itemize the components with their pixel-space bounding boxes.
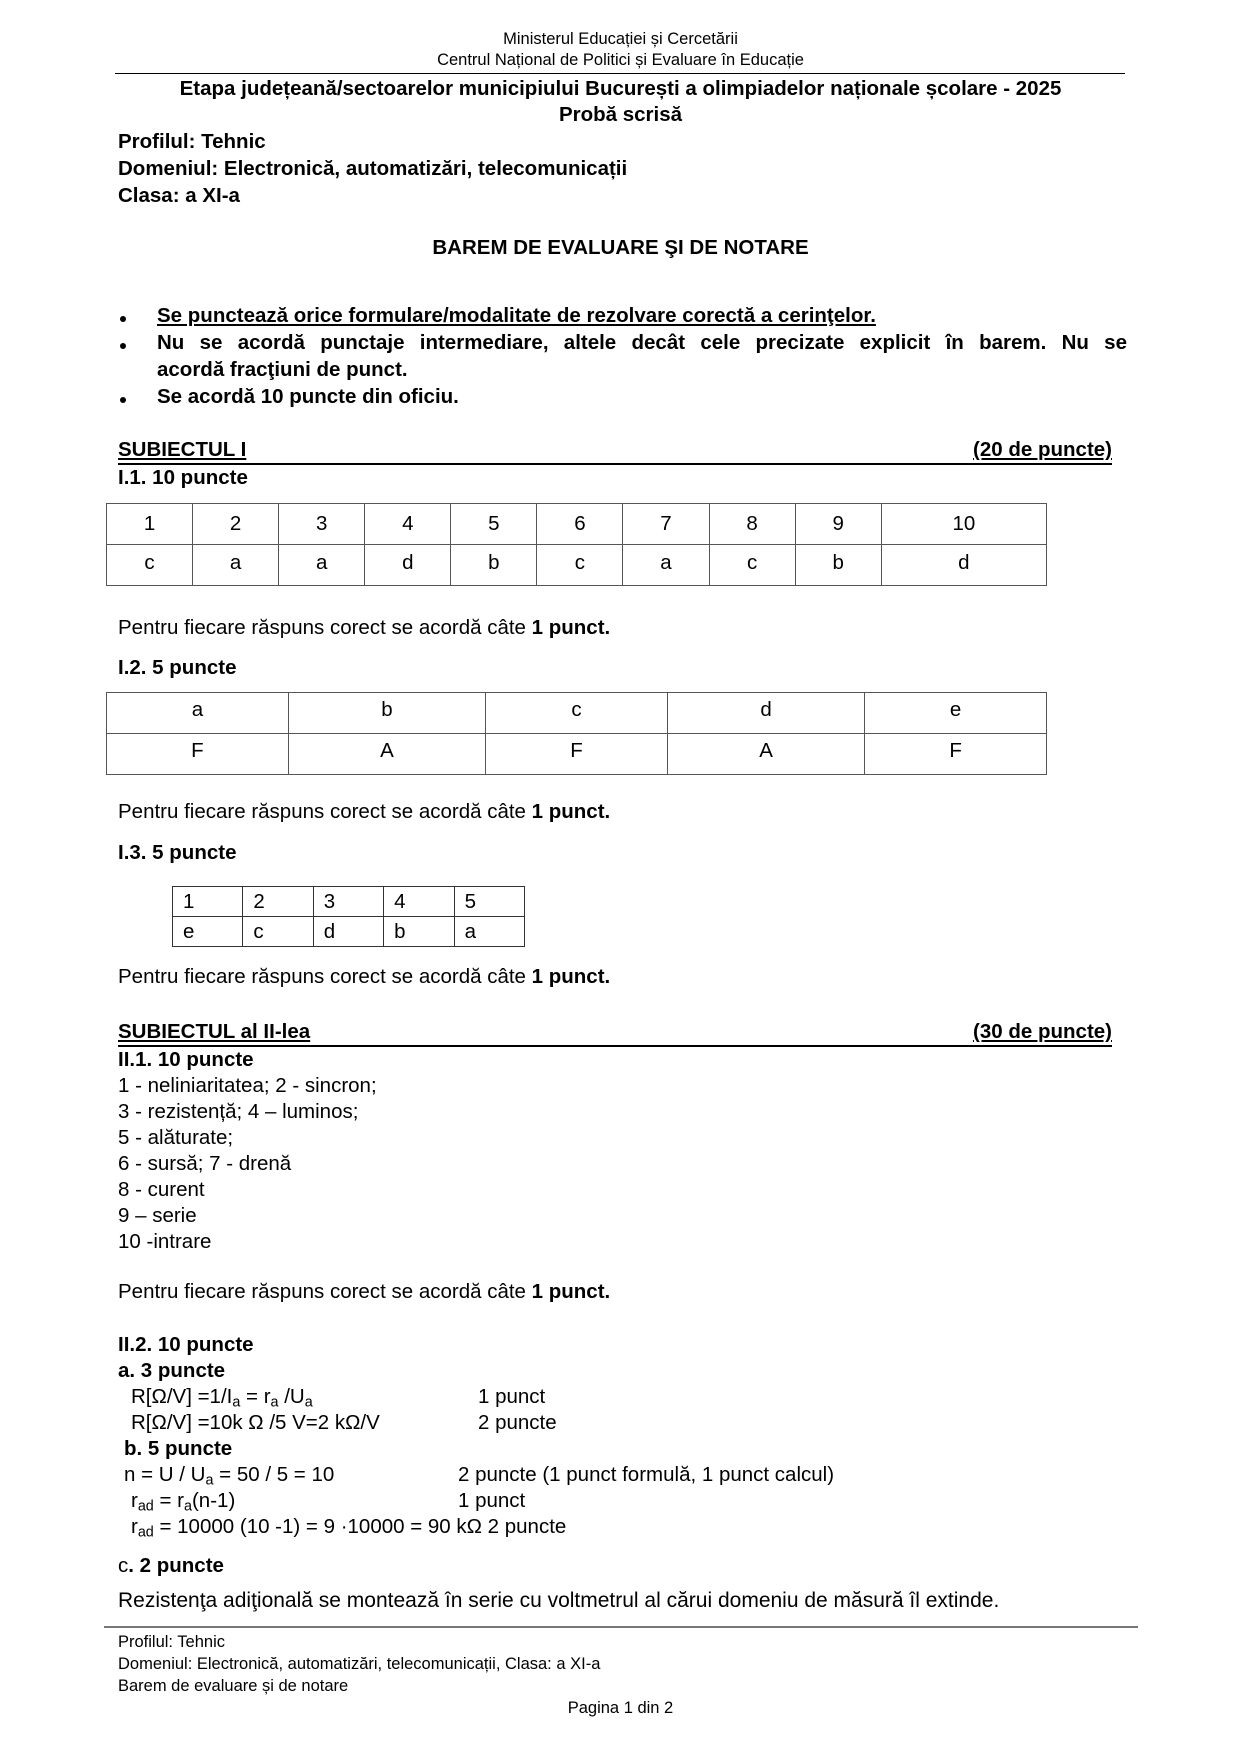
subscript: ad <box>137 1524 154 1541</box>
formula-text: /U <box>278 1385 305 1408</box>
table-cell: 2 <box>193 504 279 545</box>
i2-answer-table <box>106 692 1047 775</box>
ii2c-answer-text: Rezistenţa adiţională se montează în serie cu voltmetrul al cărui domeniu de măsură îl extinde. <box>118 1589 1000 1612</box>
bullet-icon <box>120 343 126 349</box>
formula-text: r <box>131 1515 138 1538</box>
ii1-title: II.1. 10 puncte <box>118 1048 254 1071</box>
table-cell: 2 <box>243 887 313 917</box>
i3-title: I.3. 5 puncte <box>118 841 237 864</box>
ii2b-formula-1 <box>124 1463 334 1489</box>
subscript: ad <box>137 1498 154 1515</box>
ii2a-formula-1 <box>131 1385 313 1411</box>
table-cell: 6 <box>537 504 623 545</box>
formula-text: = 50 / 5 = 10 <box>213 1463 335 1486</box>
ministry-name: Ministerul Educației și Cercetării <box>503 30 738 48</box>
table-cell: b <box>795 545 881 586</box>
list-item: 9 – serie <box>118 1204 197 1227</box>
table-cell: 10 <box>881 504 1046 545</box>
scoring-note-text: Pentru fiecare răspuns corect se acordă câte <box>118 800 532 823</box>
formula-text: = 10000 (10 -1) = 9 ·10000 = 90 kΩ 2 puncte <box>153 1515 567 1538</box>
footer-divider <box>104 1626 1138 1628</box>
ii2a-formula-2: R[Ω/V] =10k Ω /5 V=2 kΩ/V <box>131 1411 380 1434</box>
table-cell: 4 <box>384 887 454 917</box>
class-label: Clasa: a XI-a <box>118 184 240 207</box>
table-cell: 7 <box>623 504 709 545</box>
ii2b-title: b. 5 puncte <box>124 1437 233 1460</box>
table-cell: 8 <box>709 504 795 545</box>
table-cell: 3 <box>279 504 365 545</box>
i2-title: I.2. 5 puncte <box>118 656 237 679</box>
formula-text: n = U / U <box>124 1463 206 1486</box>
table-cell: d <box>313 917 383 947</box>
table-header-row <box>173 887 525 917</box>
table-cell: F <box>486 734 668 775</box>
table-cell: d <box>667 693 864 734</box>
table-cell: b <box>288 693 485 734</box>
rule-item-continuation: acordă fracţiuni de punct. <box>157 358 408 381</box>
ii2c-points: . 2 puncte <box>128 1554 224 1577</box>
table-cell: 1 <box>107 504 193 545</box>
scoring-note <box>118 616 610 640</box>
ii2b-formula-3 <box>131 1515 566 1541</box>
table-cell: 9 <box>795 504 881 545</box>
table-cell: c <box>107 545 193 586</box>
table-row <box>107 734 1047 775</box>
subscript: a <box>232 1394 241 1411</box>
subscript: a <box>205 1472 214 1489</box>
ii2b-points-2: 1 punct <box>458 1489 526 1512</box>
formula-text: = r <box>153 1489 184 1512</box>
scoring-note-points: 1 punct. <box>531 800 611 823</box>
ii2a-points-1: 1 punct <box>478 1385 546 1408</box>
subscript: a <box>184 1498 192 1515</box>
scoring-note <box>118 965 610 989</box>
table-cell: a <box>107 693 289 734</box>
table-cell: 3 <box>313 887 383 917</box>
table-cell: b <box>384 917 454 947</box>
scoring-note-points: 1 punct. <box>531 965 611 988</box>
table-cell: A <box>288 734 485 775</box>
scoring-note <box>118 800 610 824</box>
subject2-points: (30 de puncte) <box>973 1020 1112 1043</box>
table-cell: c <box>486 693 668 734</box>
footer-document: Barem de evaluare și de notare <box>118 1677 349 1695</box>
subject1-points: (20 de puncte) <box>973 438 1112 461</box>
list-item: 1 - neliniaritatea; 2 - sincron; <box>118 1074 377 1097</box>
i3-answer-table <box>172 886 525 947</box>
profile-label: Profilul: Tehnic <box>118 130 266 153</box>
subscript: a <box>270 1394 279 1411</box>
subject1-heading <box>118 437 1112 465</box>
page-number: Pagina 1 din 2 <box>567 1699 674 1717</box>
list-item: 5 - alăturate; <box>118 1126 234 1149</box>
i1-title: I.1. 10 puncte <box>118 466 248 489</box>
stage-title: Etapa județeană/sectoarelor municipiului București a olimpiadelor naționale școlare - 2025 <box>179 77 1062 100</box>
header-divider <box>115 73 1125 74</box>
table-cell: e <box>865 693 1047 734</box>
scoring-note-points: 1 punct. <box>531 616 611 639</box>
document-title: BAREM DE EVALUARE ŞI DE NOTARE <box>432 236 809 259</box>
scoring-note-text: Pentru fiecare răspuns corect se acordă câte <box>118 965 532 988</box>
scoring-note <box>118 1280 610 1304</box>
list-item: 6 - sursă; 7 - drenă <box>118 1152 292 1175</box>
center-name: Centrul Național de Politici și Evaluare în Educație <box>437 51 804 69</box>
table-cell: a <box>623 545 709 586</box>
scoring-note-points: 1 punct. <box>531 1280 611 1303</box>
table-cell: 1 <box>173 887 243 917</box>
subject2-heading <box>118 1019 1112 1047</box>
table-cell: 5 <box>454 887 524 917</box>
formula-text: R[Ω/V] =1/I <box>131 1385 233 1408</box>
table-cell: 5 <box>451 504 537 545</box>
table-cell: 4 <box>365 504 451 545</box>
table-cell: a <box>193 545 279 586</box>
table-cell: F <box>107 734 289 775</box>
rule-item: Se punctează orice formulare/modalitate de rezolvare corectă a cerinţelor. <box>157 304 876 327</box>
table-cell: b <box>451 545 537 586</box>
table-cell: F <box>865 734 1047 775</box>
rule-item: Nu se acordă punctaje intermediare, altele decât cele precizate explicit în barem. Nu se <box>157 331 1127 354</box>
ii2b-formula-2 <box>131 1489 235 1515</box>
table-cell: c <box>243 917 313 947</box>
table-cell: c <box>709 545 795 586</box>
formula-text: = r <box>240 1385 271 1408</box>
scoring-note-text: Pentru fiecare răspuns corect se acordă câte <box>118 616 532 639</box>
list-item: 10 -intrare <box>118 1230 212 1253</box>
footer-domain-class: Domeniul: Electronică, automatizări, telecomunicații, Clasa: a XI-a <box>118 1655 601 1673</box>
table-cell: a <box>279 545 365 586</box>
formula-text: (n-1) <box>191 1489 236 1512</box>
table-cell: d <box>881 545 1046 586</box>
table-cell: a <box>454 917 524 947</box>
ii2c-title <box>118 1554 224 1578</box>
rule-item: Se acordă 10 puncte din oficiu. <box>157 385 459 408</box>
bullet-icon <box>120 316 126 322</box>
bullet-icon <box>120 397 126 403</box>
ii2b-points-1: 2 puncte (1 punct formulă, 1 punct calcul) <box>458 1463 835 1486</box>
table-row <box>173 917 525 947</box>
table-cell: c <box>537 545 623 586</box>
table-cell: d <box>365 545 451 586</box>
list-item: 8 - curent <box>118 1178 205 1201</box>
exam-type: Probă scrisă <box>558 103 683 126</box>
subscript: a <box>304 1394 313 1411</box>
footer-profile: Profilul: Tehnic <box>118 1633 226 1651</box>
list-item: 3 - rezistență; 4 – luminos; <box>118 1100 359 1123</box>
subject1-title: SUBIECTUL I <box>118 438 247 461</box>
table-row <box>107 545 1047 586</box>
table-cell: A <box>667 734 864 775</box>
table-cell: e <box>173 917 243 947</box>
domain-label: Domeniul: Electronică, automatizări, telecomunicații <box>118 157 628 180</box>
scoring-note-text: Pentru fiecare răspuns corect se acordă câte <box>118 1280 532 1303</box>
table-header-row <box>107 504 1047 545</box>
ii2a-title: a. 3 puncte <box>118 1359 226 1382</box>
ii2c-letter: c <box>118 1554 129 1577</box>
ii2-title: II.2. 10 puncte <box>118 1333 254 1356</box>
table-header-row <box>107 693 1047 734</box>
formula-text: r <box>131 1489 138 1512</box>
subject2-title: SUBIECTUL al II-lea <box>118 1020 311 1043</box>
ii2a-points-2: 2 puncte <box>478 1411 557 1434</box>
i1-answer-table <box>106 503 1047 586</box>
